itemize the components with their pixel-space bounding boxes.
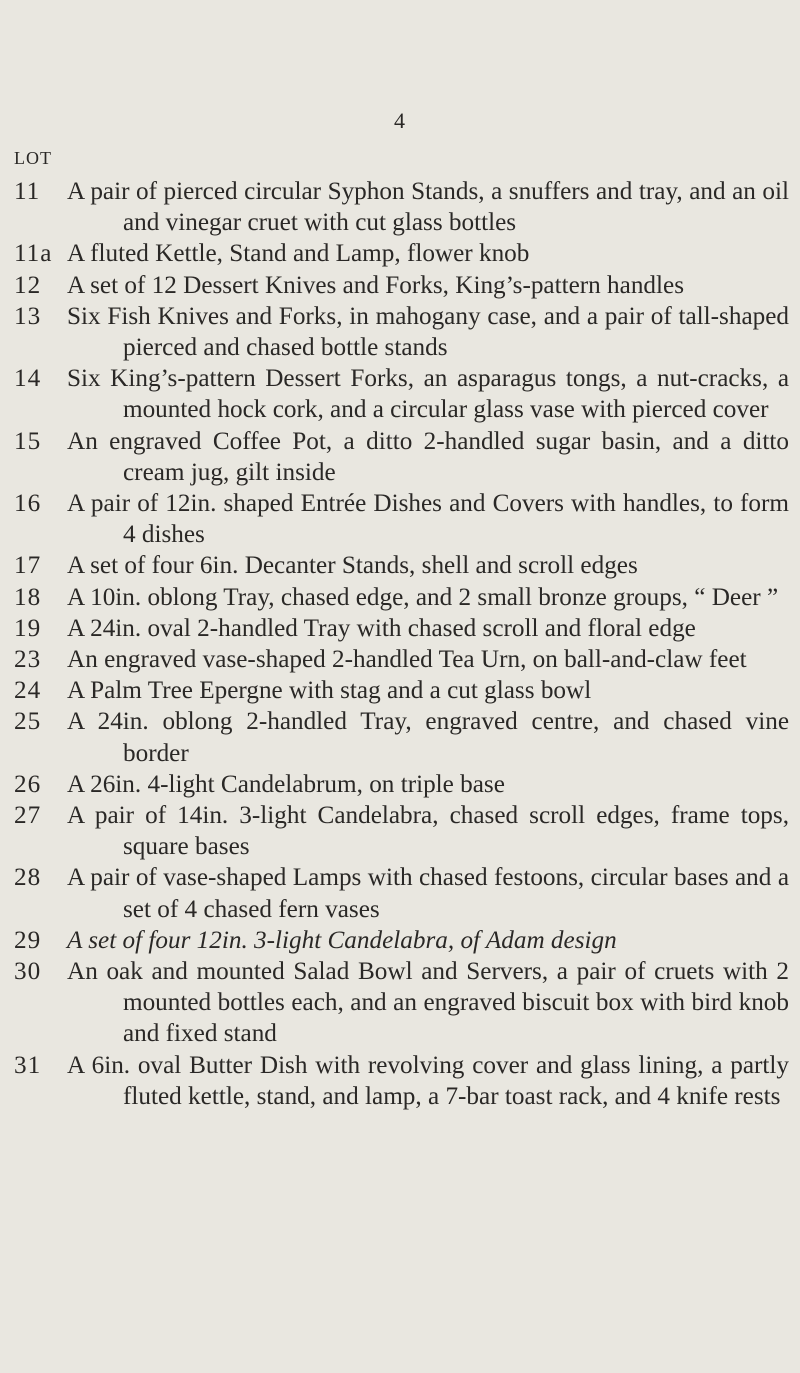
lot-number: 31: [14, 1051, 42, 1079]
lot-description: A set of 12 Dessert Knives and Forks, King’s-pattern handles: [67, 271, 684, 299]
lot-description: Six Fish Knives and Forks, in mahogany case, and a pair of tall-shaped pierced and chased bottle stands: [67, 302, 789, 362]
lot-entry: [14, 176, 789, 238]
lot-entry: [14, 582, 789, 613]
lot-number: 28: [14, 864, 42, 892]
lot-number: 13: [14, 302, 42, 330]
lot-number: 19: [14, 614, 42, 642]
lot-description: An oak and mounted Salad Bowl and Servers, a pair of cruets with 2 mounted bottles each, and an engraved biscuit box with bird knob and fixed stand: [67, 958, 789, 1048]
lot-entry: [14, 769, 789, 800]
lot-entry: [14, 363, 789, 425]
lot-description: An engraved Coffee Pot, a ditto 2-handled sugar basin, and a ditto cream jug, gilt inside: [67, 427, 789, 486]
lot-description: A 10in. oblong Tray, chased edge, and 2 small bronze groups, “ Deer ”: [67, 583, 779, 611]
lot-number: 25: [14, 708, 42, 736]
lot-description: A set of four 6in. Decanter Stands, shell and scroll edges: [67, 552, 638, 580]
lot-entry: [14, 800, 789, 862]
lot-number: 23: [14, 646, 42, 674]
lot-number: 14: [14, 365, 42, 393]
lot-number: 29: [14, 926, 42, 954]
lot-description: A pair of pierced circular Syphon Stands, a snuffers and tray, and an oil and vinegar cruet with cut glass bottles: [67, 178, 789, 237]
lot-number: 12: [14, 271, 42, 299]
lot-entry: [14, 1050, 789, 1112]
lot-column-heading: LOT: [14, 148, 52, 168]
lot-number: 26: [14, 770, 42, 798]
lot-number: 30: [14, 958, 42, 986]
lot-description: A pair of vase-shaped Lamps with chased festoons, circular bases and a set of 4 chased fern vases: [67, 864, 789, 923]
page-number: 4: [394, 108, 406, 133]
lot-description: A fluted Kettle, Stand and Lamp, flower knob: [67, 240, 530, 268]
lot-number: 17: [14, 552, 42, 580]
lot-number: 16: [14, 490, 42, 518]
lot-description: A 26in. 4-light Candelabrum, on triple base: [67, 770, 505, 798]
lot-description: A set of four 12in. 3-light Candelabra, of Adam design: [67, 926, 617, 954]
lot-entry: [14, 270, 789, 301]
lot-entry: [14, 613, 789, 644]
lot-description: An engraved vase-shaped 2-handled Tea Urn, on ball-and-claw feet: [67, 646, 747, 674]
lot-entry: [14, 426, 789, 488]
lot-entry: [14, 301, 789, 363]
lot-description: A 6in. oval Butter Dish with revolving cover and glass lining, a partly fluted kettle, stand, and lamp, a 7-bar toast rack, and 4 knife rests: [67, 1051, 789, 1110]
lot-entry: [14, 238, 789, 269]
lot-entry: [14, 550, 789, 581]
lot-number: 24: [14, 677, 42, 705]
lot-entry: [14, 644, 789, 675]
lot-number: 15: [14, 427, 42, 455]
lot-entry: [14, 925, 789, 956]
lot-description: Six King’s-pattern Dessert Forks, an asparagus tongs, a nut-cracks, a mounted hock cork, and a circular glass vase with pierced cover: [67, 365, 789, 424]
lot-entry: [14, 706, 789, 768]
lot-description: A 24in. oval 2-handled Tray with chased scroll and floral edge: [67, 614, 696, 642]
lot-entry: [14, 488, 789, 550]
lot-list: [14, 176, 789, 1112]
lot-entry: [14, 862, 789, 924]
lot-number: 11a: [14, 240, 53, 268]
lot-description: A Palm Tree Epergne with stag and a cut glass bowl: [67, 677, 592, 705]
lot-description: A pair of 14in. 3-light Candelabra, chased scroll edges, frame tops, square bases: [67, 802, 789, 861]
lot-description: A 24in. oblong 2-handled Tray, engraved centre, and chased vine border: [67, 708, 789, 767]
lot-number: 27: [14, 802, 42, 830]
lot-number: 18: [14, 583, 42, 611]
lot-number: 11: [14, 178, 41, 205]
lot-description: A pair of 12in. shaped Entrée Dishes and Covers with handles, to form 4 dishes: [67, 490, 789, 549]
lot-entry: [14, 675, 789, 706]
lot-entry: [14, 956, 789, 1050]
